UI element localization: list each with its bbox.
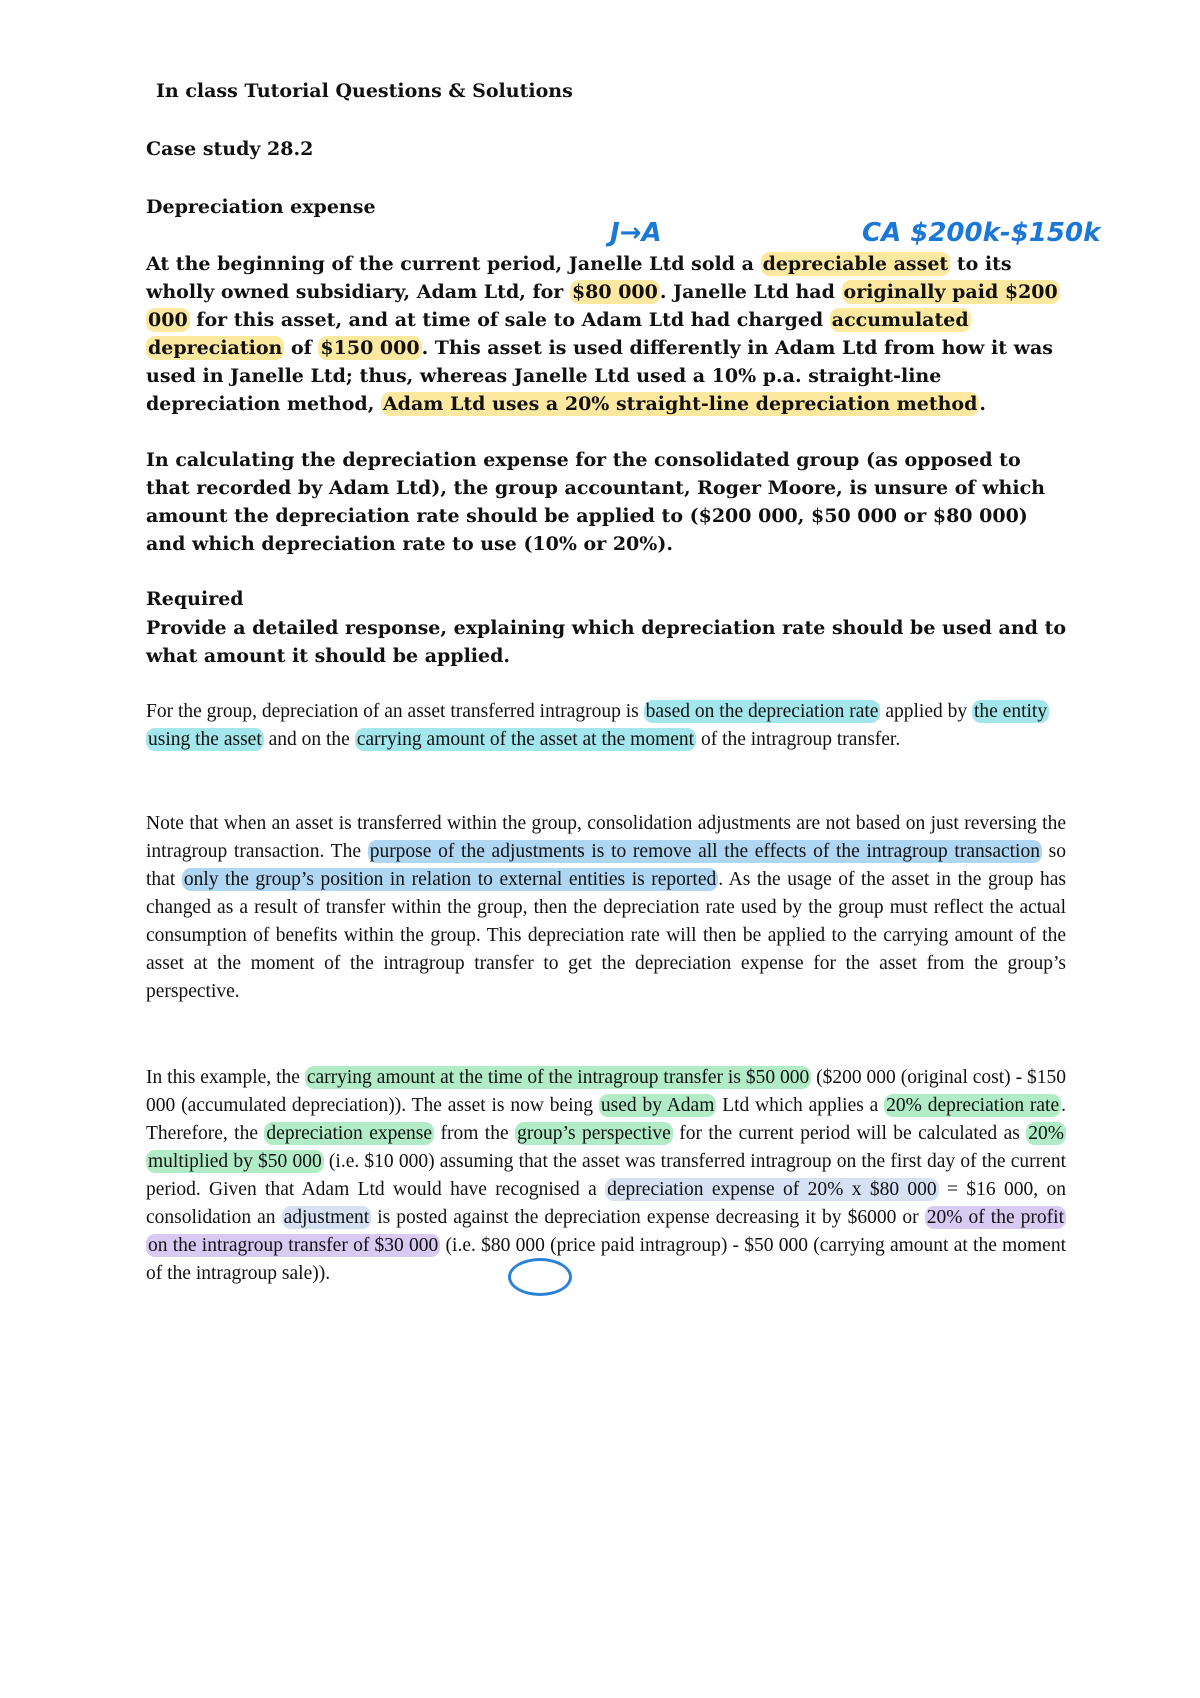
highlight-20-multiplied-50000: 20% multiplied by $50 000 <box>148 1123 1065 1172</box>
section-heading: Depreciation expense <box>146 196 376 218</box>
highlight-original-cost: originally paid $200 000 <box>148 281 1058 331</box>
page-title: In class Tutorial Questions & Solutions <box>156 80 573 102</box>
highlight-carrying-amount-50000: carrying amount at the time of the intragroup transfer is $50 000 <box>306 1067 810 1088</box>
highlight-adam-rate: Adam Ltd uses a 20% straight-line depreciation method <box>382 393 978 415</box>
handwritten-carrying-amount-note: CA $200k-$150k <box>862 218 1101 248</box>
highlight-carrying-amount-moment: carrying amount of the asset at the moment <box>356 729 695 750</box>
highlight-purpose-of-adjustments: purpose of the adjustments is to remove all the effects of the intragroup transaction <box>369 841 1040 862</box>
highlight-20-percent-rate: 20% depreciation rate <box>886 1095 1060 1116</box>
highlight-used-by-adam: used by Adam <box>600 1095 715 1116</box>
highlight-accumulated-depreciation: accumulated depreciation <box>148 309 969 359</box>
highlight-profit-30000: 20% of the profit on the intragroup transfer of $30 000 <box>148 1207 1064 1256</box>
highlight-group-position: only the group’s position in relation to external entities is reported <box>183 869 717 890</box>
highlight-depreciable-asset: depreciable asset <box>762 253 949 275</box>
highlight-groups-perspective: group’s perspective <box>517 1123 671 1144</box>
answer-paragraph-1: For the group, depreciation of an asset transferred intragroup is based on the depreciation rate applied by the entity using the asset and on the carrying amount of the asset at the moment of the intragroup transfer. <box>146 701 1048 750</box>
case-study-label: Case study 28.2 <box>146 138 314 160</box>
highlight-entity-using-asset: the entity using the asset <box>148 701 1048 750</box>
highlight-depreciation-expense: depreciation expense <box>266 1123 433 1144</box>
required-text: Provide a detailed response, explaining which depreciation rate should be used and to what amount it should be applied. <box>146 617 1067 667</box>
highlight-accumulated-amount: $150 000 <box>320 337 420 359</box>
highlight-sale-price: $80 000 <box>571 281 658 303</box>
highlight-expense-of-80000: depreciation expense of 20% x $80 000 <box>607 1179 937 1200</box>
required-label: Required <box>146 588 244 610</box>
highlight-adjustment: adjustment <box>283 1207 370 1228</box>
highlight-depreciation-rate: based on the depreciation rate <box>645 701 879 722</box>
answer-paragraph-3: In this example, the carrying amount at the time of the intragroup transfer is $50 000 ($200 000 (original cost) - $150 000 (accumulated depreciation)). The asset is now being used by Adam Ltd which applies a 20% depreciation rate . Therefore, the depreciation expense from the group’s perspective for the current period will be calculated as 20% multiplied by $50 000 (i.e. $10 000) assuming that the asset was transferred intragroup on the first day of the current period. Given that Adam Ltd would have recognised a depreciation expense of 20% x $80 000 = $16 000, on consolidation an adjustment is posted against the depreciation expense decreasing it by $6000 or 20% of the profit on the intragroup transfer of $30 000 (i.e. $80 000 (price paid intragroup) - $50 000 (carrying amount at the moment of the intragroup sale)). <box>146 1067 1067 1284</box>
question-paragraph-2: In calculating the depreciation expense for the consolidated group (as opposed to that recorded by Adam Ltd), the group accountant, Roger Moore, is unsure of which amount the depreciation rate should be applied to ($200 000, $50 000 or $80 000) and which depreciation rate to use (10% or 20%). <box>146 449 1045 555</box>
question-paragraph: At the beginning of the current period, Janelle Ltd sold a depreciable asset to its wholly owned subsidiary, Adam Ltd, for $80 000 . Janelle Ltd had originally paid $200 000 for this asset, and at time of sale to Adam Ltd had charged accumulated depreciation of $150 000 . This asset is used differently in Adam Ltd from how it was used in Janelle Ltd; thus, whereas Janelle Ltd used a 10% p.a. straight-line depreciation method, Adam Ltd uses a 20% straight-line depreciation method . <box>146 253 1058 415</box>
handwritten-circle-mark <box>508 1258 572 1296</box>
answer-paragraph-2: Note that when an asset is transferred within the group, consolidation adjustments are not based on just reversing the intragroup transaction. The purpose of the adjustments is to remove all the effects of the intragroup transaction so that only the group’s position in relation to external entities is reported . As the usage of the asset in the group has changed as a result of transfer within the group, then the depreciation rate used by the group must reflect the actual consumption of benefits within the group. This depreciation rate will then be applied to the carrying amount of the asset at the moment of the intragroup transfer to get the depreciation expense for the asset from the group’s perspective. <box>146 813 1067 1002</box>
handwritten-transfer-note: J→A <box>610 218 662 248</box>
